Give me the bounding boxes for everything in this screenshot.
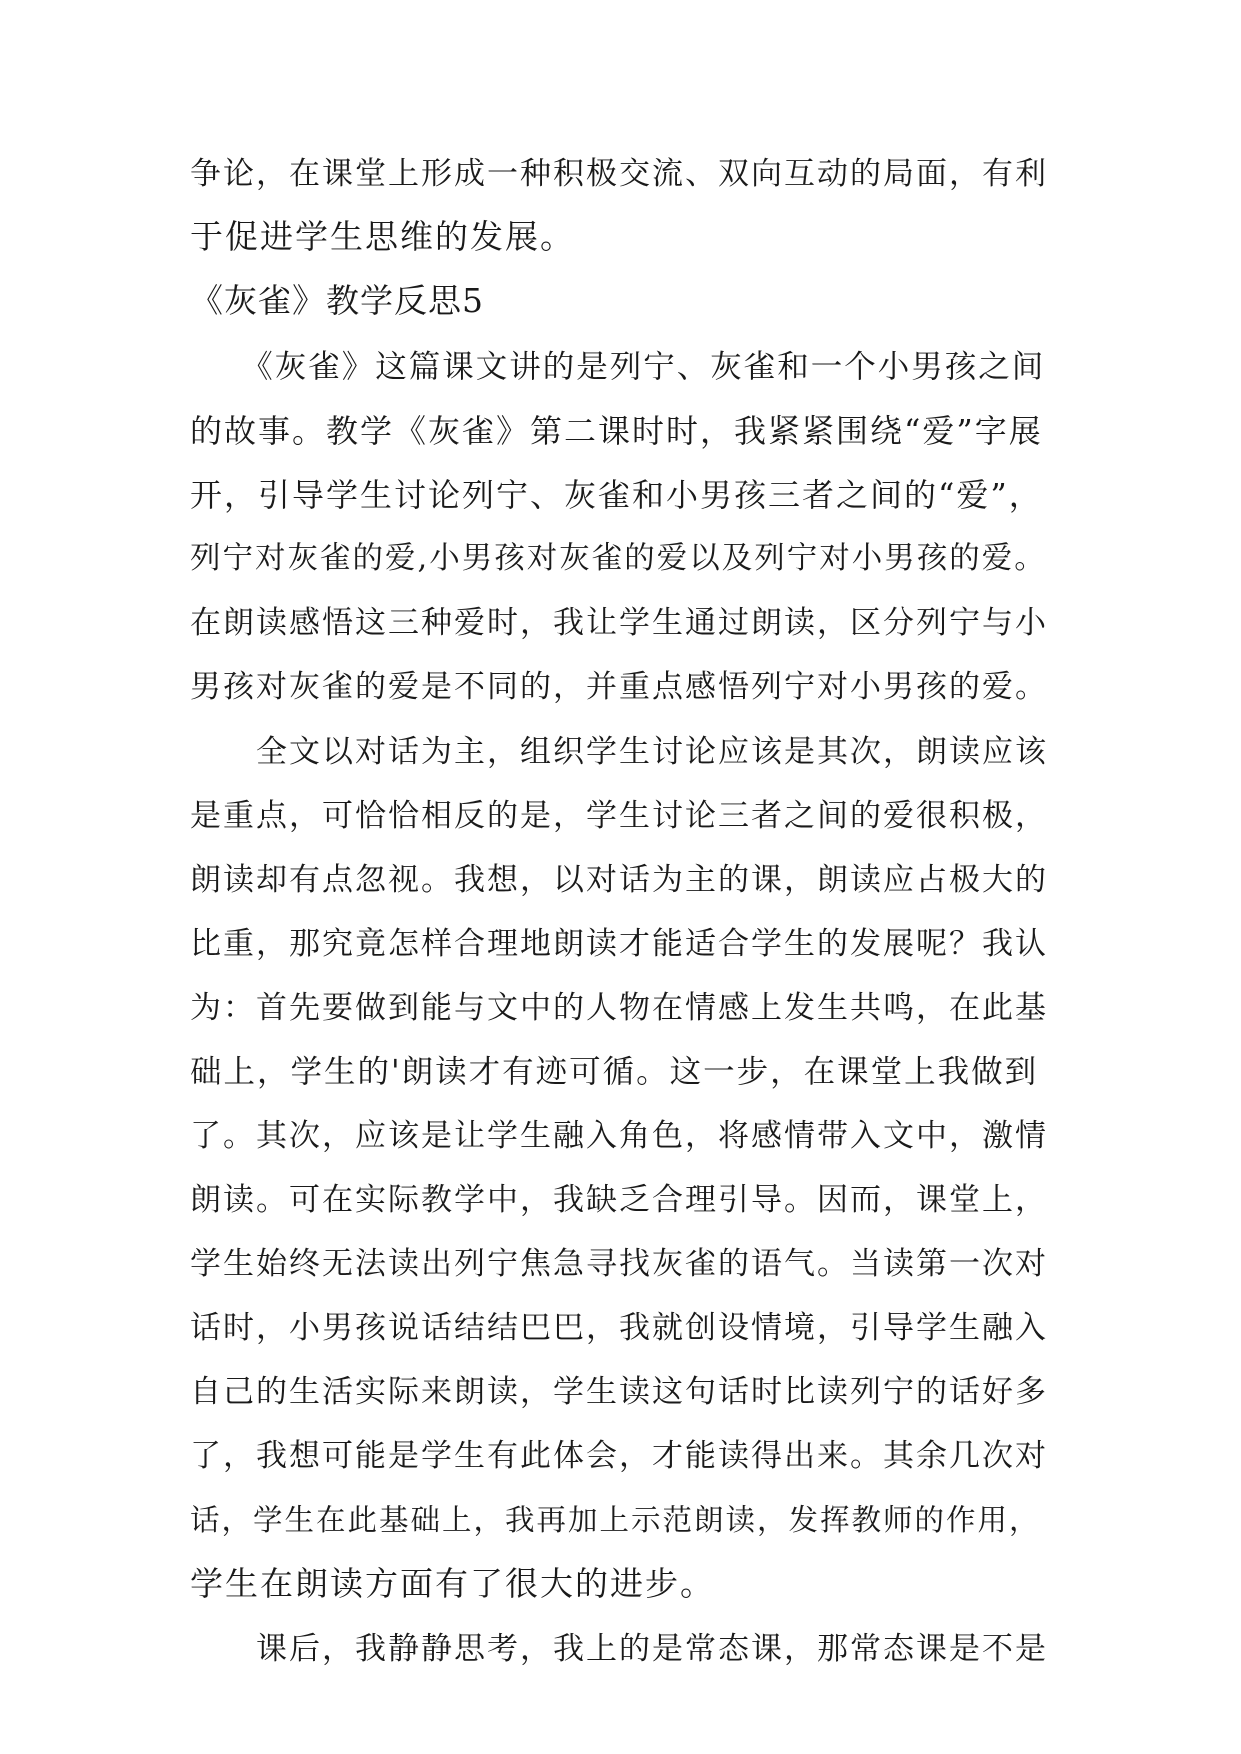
body-text-line: 争论，在课堂上形成一种积极交流、双向互动的局面，有利 [190,156,1048,192]
body-text-line: 于促进学生思维的发展。 [190,217,575,256]
body-text-line: 比重，那究竟怎样合理地朗读才能适合学生的发展呢？我认 [190,926,1048,962]
body-text-line: 学生在朗读方面有了很大的进步。 [190,1564,715,1603]
body-text-line: 为：首先要做到能与文中的人物在情感上发生共鸣，在此基 [190,990,1048,1026]
body-text-line: 是重点，可恰恰相反的是，学生讨论三者之间的爱很积极， [190,798,1048,834]
body-text-line: 朗读却有点忽视。我想，以对话为主的课，朗读应占极大的 [190,862,1048,898]
body-text-line: 自己的生活实际来朗读，学生读这句话时比读列宁的话好多 [190,1374,1048,1410]
body-text-line: 在朗读感悟这三种爱时，我让学生通过朗读，区分列宁与小 [190,605,1048,641]
body-text-line: 课后，我静静思考，我上的是常态课，那常态课是不是 [190,1631,1048,1667]
body-text-line: 全文以对话为主，组织学生讨论应该是其次，朗读应该 [190,734,1048,770]
body-text-line: 了，我想可能是学生有此体会，才能读得出来。其余几次对 [190,1438,1048,1474]
body-text-line: 列宁对灰雀的爱,小男孩对灰雀的爱以及列宁对小男孩的爱。 [190,541,1047,576]
body-text-line: 了。其次，应该是让学生融入角色，将感情带入文中，激情 [190,1118,1048,1154]
body-text-line: 础上，学生的'朗读才有迹可循。这一步，在课堂上我做到 [190,1054,1039,1090]
body-text-line: 朗读。可在实际教学中，我缺乏合理引导。因而，课堂上， [190,1182,1048,1218]
body-text-line: 《灰雀》这篇课文讲的是列宁、灰雀和一个小男孩之间 [190,349,1046,385]
body-text-line: 的故事。教学《灰雀》第二课时时，我紧紧围绕“爱”字展 [190,412,1043,450]
section-title: 《灰雀》教学反思5 [190,281,484,320]
body-text-line: 开，引导学生讨论列宁、灰雀和小男孩三者之间的“爱”， [190,476,1043,514]
body-text-line: 学生始终无法读出列宁焦急寻找灰雀的语气。当读第一次对 [190,1246,1048,1282]
body-text-line: 男孩对灰雀的爱是不同的，并重点感悟列宁对小男孩的爱。 [190,669,1048,705]
body-text-line: 话时，小男孩说话结结巴巴，我就创设情境，引导学生融入 [190,1310,1048,1346]
body-text-line: 话，学生在此基础上，我再加上示范朗读，发挥教师的作用， [190,1503,1041,1537]
